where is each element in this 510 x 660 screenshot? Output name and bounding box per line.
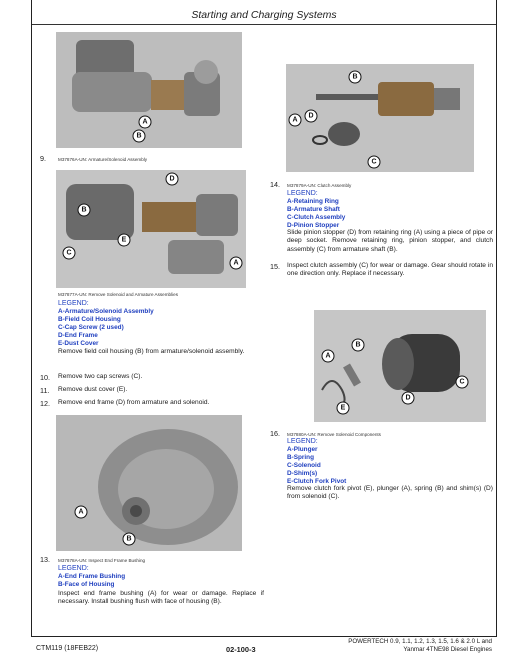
step-14-legend (287, 189, 345, 230)
legend-title: LEGEND: (287, 190, 318, 197)
svg-text:A: A (292, 116, 298, 124)
callout-d (402, 392, 414, 404)
photo-end-frame-bushing (56, 415, 242, 551)
step-9-number: 9. (40, 154, 46, 163)
step-12-number: 12. (40, 399, 50, 408)
legend-item: B-Spring (287, 454, 314, 461)
svg-text:D: D (405, 394, 411, 402)
callout-d (305, 110, 317, 122)
photo-remove-solenoid-armature (56, 170, 246, 288)
legend-title: LEGEND: (287, 438, 318, 445)
step-16-number: 16. (270, 429, 280, 438)
callout-a (322, 350, 334, 362)
legend-item: C-Cap Screw (2 used) (58, 324, 124, 331)
legend-item: A-End Frame Bushing (58, 573, 126, 580)
removal-legend (58, 299, 154, 348)
svg-text:B: B (81, 206, 87, 214)
legend-item: D-End Frame (58, 332, 98, 339)
callout-a (289, 114, 301, 126)
legend-item: B-Armature Shaft (287, 206, 340, 213)
legend-item: A-Plunger (287, 446, 318, 453)
step-16-caption: M37880A-UN: Remove Solenoid Components (287, 432, 381, 437)
step-14-caption: M37879A-UN: Clutch Assembly (287, 183, 352, 188)
callout-c (368, 156, 380, 168)
page-frame-right (496, 0, 497, 636)
page-frame-bottom (31, 636, 497, 637)
footer-engine-models (318, 638, 492, 654)
legend-item: C-Solenoid (287, 462, 321, 469)
step-13-number: 13. (40, 555, 50, 564)
removal-instruction: Remove field coil housing (B) from armature/solenoid assembly. (58, 348, 245, 355)
step-11-text: Remove dust cover (E). (58, 386, 128, 393)
svg-text:A: A (142, 118, 148, 126)
callout-b (352, 339, 364, 351)
legend-title: LEGEND: (58, 565, 89, 572)
callout-b (133, 130, 145, 142)
step-15-number: 15. (270, 262, 280, 271)
step-10-text: Remove two cap screws (C). (58, 373, 143, 380)
callout-e (118, 234, 130, 246)
step-15-instruction: Inspect clutch assembly (C) for wear or damage. Gear should rotate in one direction only. Replace if necessary. (287, 262, 493, 278)
step-11-number: 11. (40, 386, 50, 395)
step-10-number: 10. (40, 373, 50, 382)
removal-caption: M37877A-UN: Remove Solenoid and Armature Assemblies (58, 292, 179, 297)
step-13-caption: M37878A-UN: Inspect End Frame Bushing (58, 558, 146, 563)
page-header-title: Starting and Charging Systems (191, 9, 337, 21)
svg-text:E: E (121, 236, 127, 244)
callout-d (166, 173, 178, 185)
step-13-legend (58, 564, 125, 589)
photo-clutch-assembly (286, 64, 474, 172)
legend-item: E-Dust Cover (58, 340, 99, 347)
callout-a (230, 257, 242, 269)
svg-text:D: D (308, 112, 314, 120)
svg-text:B: B (126, 535, 132, 543)
step-14-number: 14. (270, 180, 280, 189)
footer-page-number: 02-100-3 (226, 645, 256, 654)
step-16-instruction: Remove clutch fork pivot (E), plunger (A), spring (B) and shim(s) (D) from solenoid (C). (287, 485, 493, 501)
step-9-caption: M37876A-UN: Armature/Solenoid Assembly (58, 157, 148, 162)
legend-item: B-Field Coil Housing (58, 316, 121, 323)
svg-text:E: E (340, 404, 346, 412)
svg-text:B: B (355, 341, 361, 349)
page-frame-left (31, 0, 32, 636)
photo-armature-solenoid-assembly (56, 32, 242, 148)
legend-item: D-Pinion Stopper (287, 222, 340, 229)
svg-text:D: D (169, 175, 175, 183)
svg-text:A: A (233, 259, 239, 267)
step-12-text: Remove end frame (D) from armature and solenoid. (58, 399, 210, 406)
legend-item: E-Clutch Fork Pivot (287, 478, 347, 485)
callout-b (78, 204, 90, 216)
step-13-instruction: Inspect end frame bushing (A) for wear or damage. Replace if necessary. Install bushing flush with face of housing (B). (58, 590, 264, 606)
footer-document-code: CTM119 (18FEB22) (36, 645, 99, 652)
callout-a (139, 116, 151, 128)
callout-b (123, 533, 135, 545)
legend-item: B-Face of Housing (58, 581, 115, 588)
header-rule (32, 24, 496, 25)
photo-solenoid-components (314, 310, 486, 422)
svg-text:A: A (325, 352, 331, 360)
step-16-legend (287, 437, 346, 486)
legend-item: A-Armature/Solenoid Assembly (58, 308, 154, 315)
svg-text:B: B (136, 132, 142, 140)
svg-text:C: C (371, 158, 377, 166)
svg-text:B: B (352, 73, 358, 81)
callout-e (337, 402, 349, 414)
legend-item: C-Clutch Assembly (287, 214, 346, 221)
step-14-instruction: Slide pinion stopper (D) from retaining ring (A) using a piece of pipe or deep socket. Remove retaining ring, pinion stopper, and clutch assembly (C) from armature shaft (B). (287, 229, 493, 253)
legend-item: D-Shim(s) (287, 470, 318, 477)
callout-a (75, 506, 87, 518)
callout-c (456, 376, 468, 388)
svg-text:A: A (78, 508, 84, 516)
callout-c (63, 247, 75, 259)
svg-text:C: C (459, 378, 465, 386)
footer-engine-line1: POWERTECH 0.9, 1.1, 1.2, 1.3, 1.5, 1.6 & 2.0 L and (348, 638, 492, 645)
footer-engine-line2: Yanmar 4TNE98 Diesel Engines (403, 646, 492, 653)
legend-title: LEGEND: (58, 300, 89, 307)
legend-item: A-Retaining Ring (287, 198, 339, 205)
svg-text:C: C (66, 249, 72, 257)
callout-b (349, 71, 361, 83)
